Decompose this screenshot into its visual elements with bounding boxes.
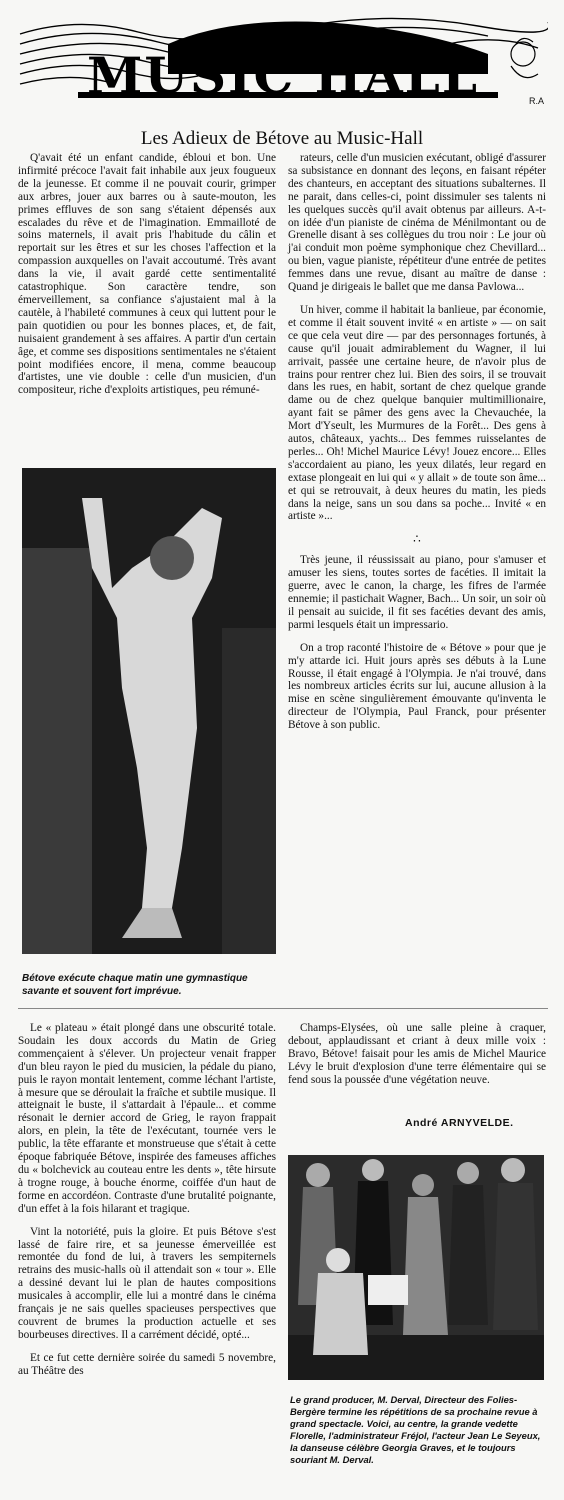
paragraph: Q'avait été un enfant candide, ébloui et bon. Une infirmité précoce l'avait fait inhabile aux jeux fougueux de la jeunesse. Et comme il ne pouvait courir, grimper aux arbres, jouer aux barres ou à saute-mouton, les primes effluves de son sang s'étaient dépensés aux escalades du rêve et de l'imagination. Emmailloté de soins maternels, il avait pris l'habitude du câlin et reportait sur les êtres et sur les choses l'affection et la compassion auxquelles on l'avait accoutumé. Très avant dans la vie, il avait gardé cette sentimentalité catastrophique. Son caractère tendre, son émerveillement, sa confiance s'ajustaient mal à la cautèle, à l'habileté communes à ceux qui luttent pour le pain quotidien ou pour les bonnes places, et, de fait, nuisaient grandement à ses affaires. A partir d'un certain âge, et comme ses dispositions sentimentales ne s'étaient point modifiées encore, il mena, comme beaucoup d'artistes, une vie double : celle d'un musicien, d'un compositeur, riche d'exploits artistiques, peu rémuné- [18, 152, 276, 397]
photo-betove-gymnastics [22, 468, 276, 954]
column-3 [18, 1022, 276, 1378]
paragraph: Un hiver, comme il habitait la banlieue, par économie, et comme il était souvent invité « en artiste » — on sait ce que cela veut dire — par des personnages fortunés, à cause qu'il jouait admirablement du Wagner, il lui arrivait, passée une certaine heure, de n'avoir plus de trains pour rentrer chez lui. Bien des soirs, il se trouvait dans les rues, en habit, sortant de chez quelque grande dame ou de chez quelque banquier multimillionaire, ayant fait se pâmer des gens avec la Chevauchée, la Mort d'Yseult, les Murmures de la Forêt... Des gens à autos, châteaux, yachts... Des femmes ruisselantes de perles... Oh! Michel Maurice Lévy! Jouez encore... Elles s'accordaient au piano, les yeux dilatés, leur regard en extase plongeait en lui qui « y allait » de toute son âme... et qui se retrouvait, à deux heures du matin, les pieds dans la neige, sans un sou dans sa poche... Invité « en artiste »... [288, 303, 546, 523]
divider [18, 1008, 548, 1009]
column-2 [288, 152, 546, 732]
paragraph: Vint la notoriété, puis la gloire. Et puis Bétove s'est lassé de faire rire, et sa jeunesse émerveillée est remontée du fond de lui, à travers les sempiternels retrains des music-halls où il attendait son « tour ». Elle a dessiné devant lui le plan de hautes compositions musicales à accomplir, elle lui a montré dans le cinéma français je ne sais quelles spacieuses perspectives que couvrent de brumes la production actuelle et ses bourbeuses directives. Il a carrément décidé, opté... [18, 1225, 276, 1341]
masthead-title: MUSIC HALL [87, 46, 479, 105]
masthead [18, 14, 548, 106]
paragraph: Champs-Elysées, où une salle pleine à craquer, debout, applaudissant et criant à deux mille voix : Bravo, Bétove! faisait pour les amis de Michel Maurice Lévy le bruit d'explosion d'une terre élémentaire qui se fend sous la poussée d'une végétation neuve. [288, 1022, 546, 1086]
masthead-signature: R.A [528, 96, 544, 106]
paragraph: On a trop raconté l'histoire de « Bétove » pour que je m'y attarde ici. Huit jours après ses débuts à la Lune Rousse, il était engagé à l'Olympia. Je n'ai trouvé, dans les nombreux articles écrits sur lui, aucune allusion à la mise en scène singulièrement émouvante qu'inventa le directeur de l'Olympia, Paul Franck, pour présenter Bétove à son public. [288, 641, 546, 732]
author-byline: André ARNYVELDE. [405, 1117, 514, 1129]
column-1 [18, 152, 276, 397]
column-4 [288, 1022, 546, 1087]
paragraph: Très jeune, il réussissait au piano, pour s'amuser et amuser les siens, toutes sortes de facéties. Il imitait la guerre, avec le canon, la charge, les fifres de l'armée ennemie; il pastichait Wagner, Bach... Un soir, un soir où il pensait au suicide, il fit ses facéties devant des amis, parmi lesquels était un impressario. [288, 554, 546, 631]
article-headline: Les Adieux de Bétove au Music-Hall [140, 128, 424, 149]
paragraph: rateurs, celle d'un musicien exécutant, obligé d'assurer sa subsistance en donnant des leçons, en faisant répéter des chanteurs, en acceptant des situations subalternes. Il ne parait, dans celles-ci, point dissimuler ses talents ni les quelques succès qu'il avait obtenus par ailleurs. A-t-on idée d'un pianiste de cinéma de Ménilmontant ou de Grenelle disant à ses collègues du trou noir : Le jour où j'ai conduit mon poème symphonique chez Chevillard... ou bien, vague pianiste, répétiteur d'une entrée de petites femmes dans une revue, disant au maître de danse : Quand je dirigeais le ballet que me dansa Pavlowa... [288, 152, 546, 294]
photo-derval-rehearsal [288, 1155, 544, 1380]
photo-caption-1: Bétove exécute chaque matin une gymnastique savante et souvent fort imprévue. [22, 973, 248, 997]
photo-caption-2: Le grand producer, M. Derval, Directeur des Folies-Bergère termine les répétitions de sa prochaine revue à grand spectacle. Voici, au centre, la grande vedette Florelle, l'administrateur Fréjol, l'acteur Jean Le Seyeux, la danseuse célèbre Georgia Graves, et le toujours souriant M. Derval. [290, 1394, 541, 1465]
section-separator: ∴ [413, 532, 421, 547]
paragraph: Et ce fut cette dernière soirée du samedi 5 novembre, au Théâtre des [18, 1351, 276, 1377]
paragraph: Le « plateau » était plongé dans une obscurité totale. Soudain les doux accords du Matin de Grieg commençaient à s'élever. Un projecteur venait frapper d'un bleu rayon le pied du musicien, la pédale du piano, puis le rayon montait lentement, comme léchant l'artiste, à mesure que se déroulait la fraîche et subtile musique. Il atteignait le buste, il s'attardait à l'épaule... et comme résonait le dernier accord de Grieg, le rayon frappait alors, en plein, la tête de l'exécutant, tournée vers le public, la tête effarante et monstrueuse que s'était à cette époque fabriquée Bétove, inspirée des fameuses affiches du « bolchevick au couteau entre les dents », tête hirsute à trogne rouge, à bouche énorme, coiffée d'un haut de forme en accordéon. Contraste d'une brutalité poignante, d'un effet à la fois hilarant et tragique. [18, 1022, 276, 1215]
